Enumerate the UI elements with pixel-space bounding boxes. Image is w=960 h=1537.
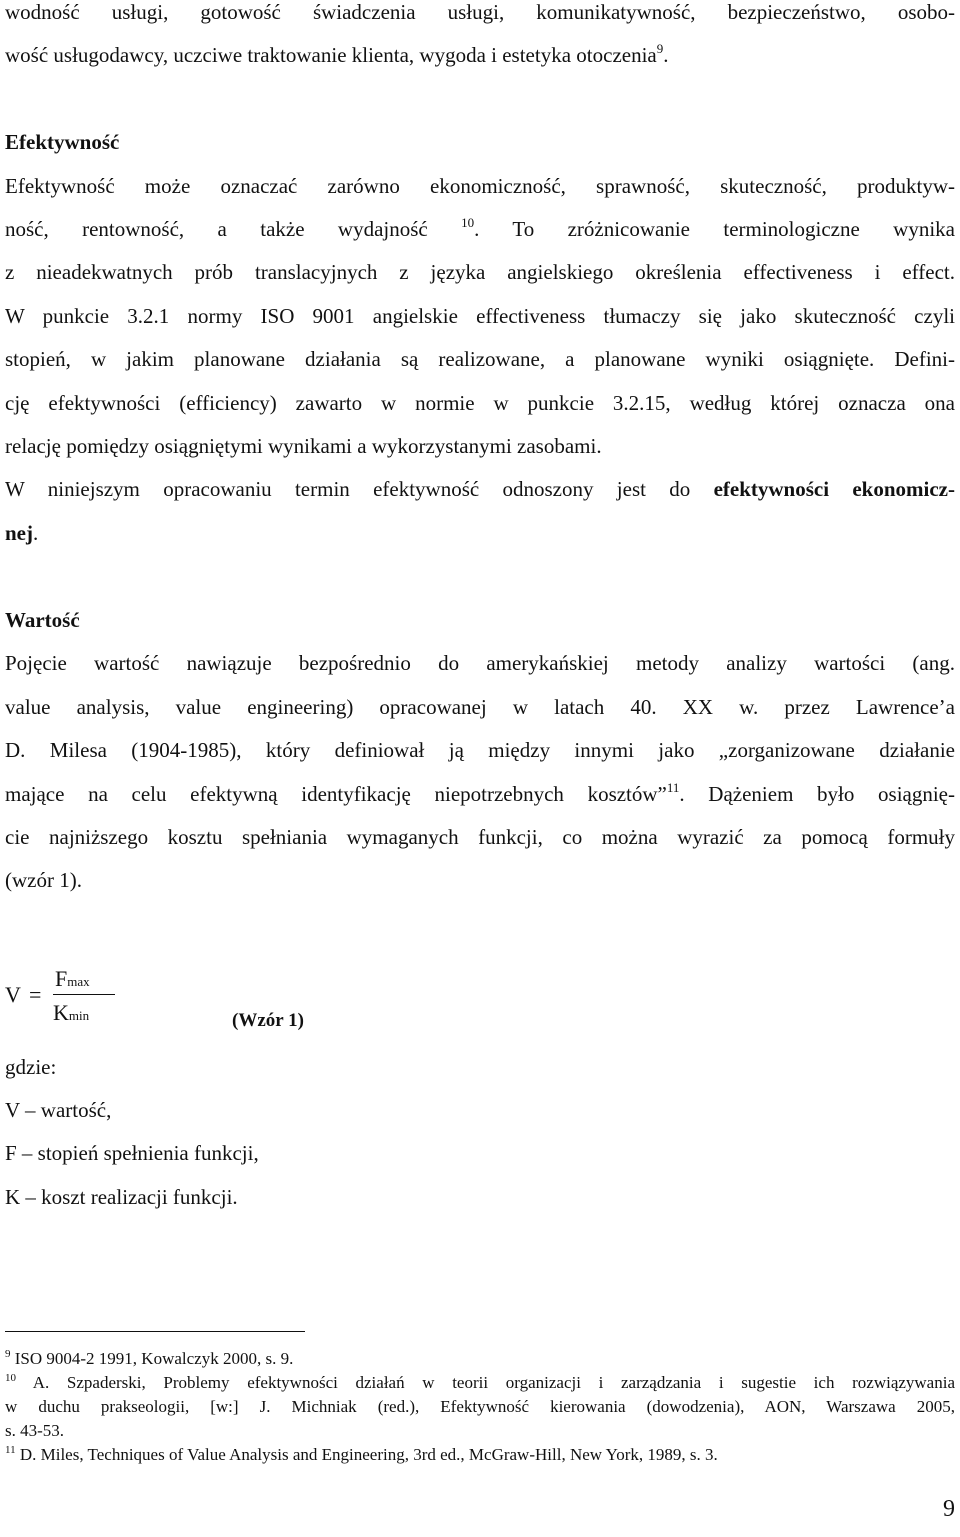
formula-label: (Wzór 1) <box>232 1010 304 1031</box>
paragraph-line: W niniejszym opracowaniu termin efektywność odnoszony jest do efektywności ekonomicz- <box>5 477 956 501</box>
paragraph-line: Pojęcie wartość nawiązuje bezpośrednio do amerykańskiej metody analizy wartości (ang. <box>5 651 955 675</box>
paragraph-line: cję efektywności (efficiency) zawarto w normie w punkcie 3.2.15, według której oznacza ona <box>5 391 955 415</box>
footnote-ref: 11 <box>666 780 680 795</box>
footnote-10-cont: s. 43-53. <box>5 1421 65 1440</box>
paragraph-line: nej. <box>5 521 39 545</box>
page-number: 9 <box>943 1496 955 1522</box>
paragraph-line: relację pomiędzy osiągniętymi wynikami a wykorzystanymi zasobami. <box>5 434 602 458</box>
footnote-separator <box>5 1331 305 1332</box>
paragraph-line: wość usługodawcy, uczciwe traktowanie klienta, wygoda i estetyka otoczenia$^9$. <box>5 41 669 67</box>
paragraph-line: wodność usługi, gotowość świadczenia usługi, komunikatywność, bezpieczeństwo, osobo- <box>5 0 955 24</box>
paragraph-line: z nieadekwatnych prób translacyjnych z języka angielskiego określenia effectiveness i effect. <box>5 260 955 284</box>
section-heading-efektywnosc: Efektywność <box>5 130 120 154</box>
definitions-intro: gdzie: <box>5 1055 57 1079</box>
definition-f: F – stopień spełnienia funkcji, <box>5 1141 259 1165</box>
paragraph-line: W punkcie 3.2.1 normy ISO 9001 angielskie effectiveness tłumaczy się jako skuteczność czyli <box>5 304 955 328</box>
paragraph-line: D. Milesa (1904-1985), który definiował ją między innymi jako „zorganizowane działanie <box>5 738 955 762</box>
paragraph-line: Efektywność może oznaczać zarówno ekonomiczność, sprawność, skuteczność, produktyw- <box>5 174 955 198</box>
formula-equals: = <box>29 982 42 1007</box>
paragraph-line: stopień, w jakim planowane działania są realizowane, a planowane wyniki osiągnięte. Defini- <box>5 347 955 371</box>
paragraph-line: mające na celu efektywną identyfikację niepotrzebnych kosztów”$^{11}$. Dążeniem było osiągnię- <box>5 780 956 806</box>
definition-k: K – koszt realizacji funkcji. <box>5 1185 238 1209</box>
paragraph-line: (wzór 1). <box>5 868 82 892</box>
formula-numerator: Fmax <box>55 966 90 991</box>
formula-value <box>5 960 405 1040</box>
footnote-9: $^9$ ISO 9004-2 1991, Kowalczyk 2000, s. 9. <box>5 1348 294 1368</box>
paragraph-line: ność, rentowność, a także wydajność $^{10}$. To zróżnicowanie terminologiczne wynika <box>5 215 956 241</box>
footnote-ref: 9 <box>656 41 664 56</box>
footnote-ref: 10 <box>461 215 475 230</box>
formula-denominator: Kmin <box>53 1000 90 1025</box>
paragraph-line: cie najniższego kosztu spełniania wymaganych funkcji, co można wyrazić za pomocą formuły <box>5 825 955 849</box>
footnote-10-cont: w duchu prakseologii, [w:] J. Michniak (red.), Efektywność kierowania (dowodzenia), AON, Warszawa 2005, <box>5 1397 955 1416</box>
footnote-10: $^{10}$ A. Szpaderski, Problemy efektywności działań w teorii organizacji i zarządzania i sugestie ich rozwiązywania <box>5 1372 955 1392</box>
paragraph-line: value analysis, value engineering) opracowanej w latach 40. XX w. przez Lawrence’a <box>5 695 955 719</box>
section-heading-wartosc: Wartość <box>5 608 80 632</box>
definition-v: V – wartość, <box>5 1098 112 1122</box>
fraction-bar <box>53 994 115 995</box>
formula-lhs: V <box>5 982 21 1007</box>
footnote-11: $^{11}$ D. Miles, Techniques of Value Analysis and Engineering, 3rd ed., McGraw-Hill, New York, 1989, s. 3. <box>5 1444 718 1464</box>
